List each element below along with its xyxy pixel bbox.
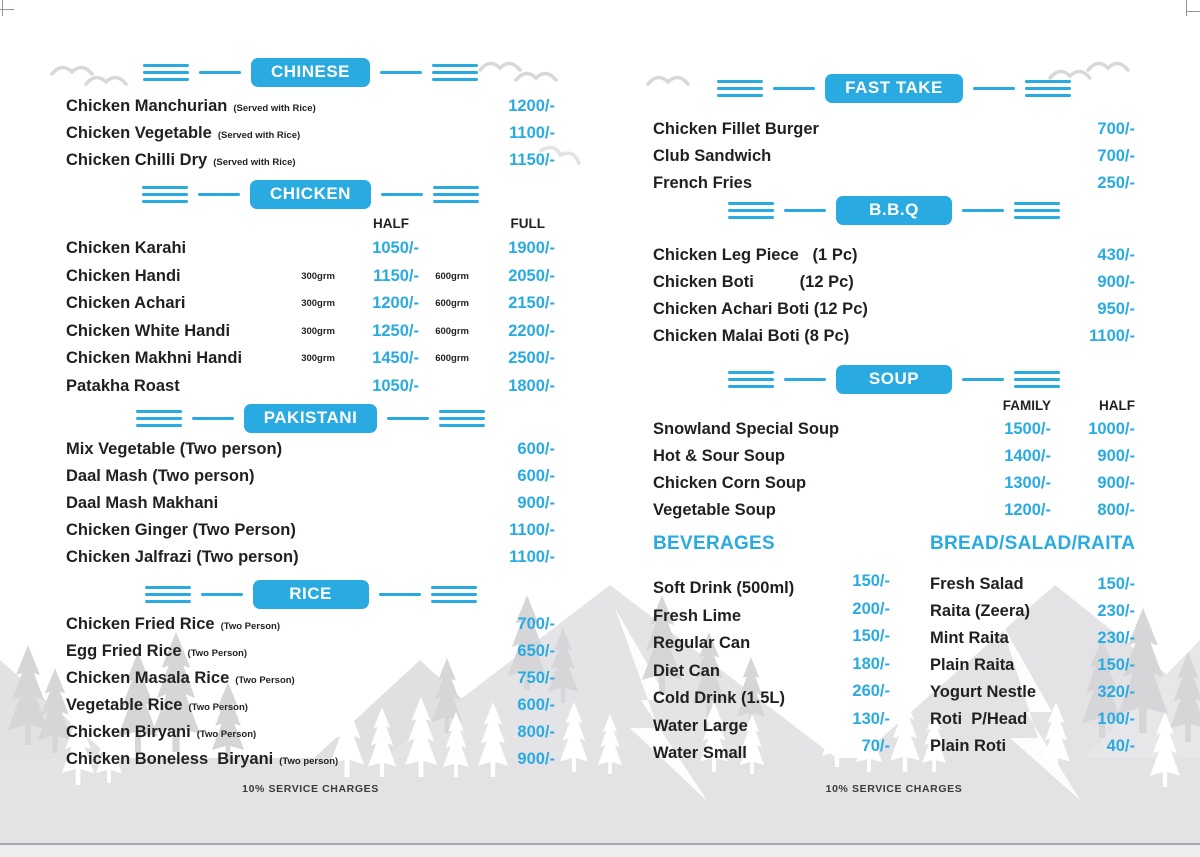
item-name: Chicken Masala Rice (Two Person) [66, 669, 295, 687]
item-name: Plain Raita [930, 656, 1015, 674]
item-name: Yogurt Nestle [930, 683, 1037, 701]
menu-item-row [930, 598, 1135, 625]
menu-item-row [66, 463, 555, 490]
section-chicken [66, 179, 555, 400]
menu-item-row [66, 719, 555, 746]
item-price-family: 1300/- [1004, 474, 1051, 492]
item-name: Hot & Sour Soup [653, 447, 785, 465]
menu-item-row [930, 571, 1135, 598]
section-header-bbq [653, 195, 1135, 225]
item-price: 1100/- [1089, 327, 1135, 345]
menu-item-row [653, 627, 890, 658]
item-price-half: 1000/- [1088, 420, 1135, 438]
menu-item-row [653, 682, 890, 713]
menu-item-row [66, 120, 555, 147]
weight-label: 600grm [435, 353, 469, 365]
item-name: Snowland Special Soup [653, 420, 840, 438]
item-note: (Two Person) [220, 621, 281, 632]
item-name: Chicken Achari Boti (12 Pc) [653, 300, 868, 318]
item-note: (Served with Rice) [217, 130, 301, 141]
menu-item-row [653, 143, 1135, 170]
section-rice [66, 579, 555, 773]
item-name: Chicken Achari [66, 294, 186, 313]
item-price: 900/- [1097, 273, 1135, 291]
price-column-headers [653, 394, 1135, 416]
item-price: 150/- [852, 627, 890, 646]
section-header-rice [66, 579, 555, 609]
item-price-half: 1050/- [372, 376, 419, 395]
speed-lines-icon [728, 202, 774, 219]
item-name: Vegetable Rice (Two Person) [66, 696, 248, 714]
menu-item-row [653, 296, 1135, 323]
item-name: Chicken Jalfrazi (Two person) [66, 548, 299, 566]
speed-lines-icon [439, 410, 485, 427]
item-price-full: 2150/- [508, 294, 555, 313]
speed-lines-icon [145, 586, 191, 603]
service-charges-note-right: 10% SERVICE CHARGES [825, 783, 963, 795]
weight-label: 300grm [301, 325, 335, 337]
item-price: 650/- [517, 642, 555, 660]
item-name: Cold Drink (1.5L) [653, 689, 786, 708]
page-edge-margin [0, 845, 1200, 857]
item-price: 180/- [852, 654, 890, 673]
section-title-beverages: BEVERAGES [653, 533, 776, 554]
speed-lines-icon [717, 80, 763, 97]
item-price-full: 2200/- [508, 321, 555, 340]
menu-item-row [930, 733, 1135, 760]
service-charges-note-left: 10% SERVICE CHARGES [242, 783, 379, 795]
item-name: Vegetable Soup [653, 501, 776, 519]
item-price-half: 1150/- [373, 266, 419, 285]
item-name: Mint Raita [930, 629, 1009, 647]
speed-lines-icon [142, 186, 188, 203]
weight-label: 300grm [301, 353, 335, 365]
item-price: 150/- [1097, 575, 1135, 593]
menu-item-row [653, 737, 890, 768]
menu-item-row [66, 611, 555, 638]
item-price: 800/- [517, 723, 555, 741]
speed-dash-icon [381, 193, 423, 196]
item-name: Club Sandwich [653, 147, 772, 165]
item-price-full: 1900/- [508, 239, 555, 258]
item-name: Chicken Biryani (Two Person) [66, 723, 257, 741]
speed-dash-icon [201, 593, 243, 596]
section-badge: PAKISTANI [244, 404, 378, 433]
speed-dash-icon [199, 71, 241, 74]
item-price: 900/- [517, 750, 555, 768]
item-name: Chicken Vegetable (Served with Rice) [66, 124, 301, 142]
item-price: 150/- [1097, 656, 1135, 674]
menu-item-row [930, 706, 1135, 733]
speed-dash-icon [379, 593, 421, 596]
item-price: 130/- [852, 709, 890, 728]
menu-item-row [66, 373, 555, 401]
item-price: 900/- [517, 494, 555, 512]
item-price-half: 900/- [1097, 447, 1135, 465]
crop-mark [0, 9, 14, 10]
item-price: 230/- [1097, 602, 1135, 620]
item-price-half: 1250/- [372, 321, 419, 340]
speed-lines-icon [432, 64, 478, 81]
item-price: 700/- [1097, 120, 1135, 138]
item-name: Chicken Boneless Biryani (Two person) [66, 750, 339, 768]
speed-dash-icon [387, 417, 429, 420]
crop-mark [1186, 11, 1200, 12]
item-name: Chicken Boti (12 Pc) [653, 273, 854, 291]
item-price-family: 1400/- [1004, 447, 1051, 465]
section-bread-salad-raita [930, 533, 1135, 760]
item-name: Regular Can [653, 634, 751, 653]
item-name: Water Small [653, 744, 747, 763]
item-note: (Two Person) [188, 702, 248, 713]
menu-item-row [66, 436, 555, 463]
column-header-full: FULL [510, 215, 545, 231]
speed-dash-icon [962, 378, 1004, 381]
menu-item-row [66, 490, 555, 517]
menu-item-row [66, 290, 555, 318]
item-price: 600/- [517, 467, 555, 485]
item-price-half: 800/- [1097, 501, 1135, 519]
weight-label: 600grm [435, 325, 469, 337]
item-note: (Two Person) [196, 729, 257, 740]
menu-item-row [653, 323, 1135, 350]
section-beverages [653, 533, 890, 768]
price-column-headers [66, 211, 555, 235]
menu-item-row [66, 93, 555, 120]
item-name: Fresh Lime [653, 606, 742, 625]
speed-dash-icon [784, 378, 826, 381]
menu-item-row [653, 242, 1135, 269]
item-price: 1200/- [508, 97, 555, 115]
item-name: Patakha Roast [66, 376, 180, 395]
item-name: Plain Roti [930, 737, 1007, 755]
menu-item-row [66, 692, 555, 719]
item-price-family: 1200/- [1004, 501, 1051, 519]
item-price: 230/- [1097, 629, 1135, 647]
item-price-half: 1450/- [372, 349, 419, 368]
item-name: Chicken Manchurian (Served with Rice) [66, 97, 316, 115]
speed-dash-icon [784, 209, 826, 212]
item-name: Chicken Chilli Dry (Served with Rice) [66, 151, 296, 169]
column-header-family: FAMILY [1002, 397, 1051, 413]
speed-dash-icon [773, 87, 815, 90]
item-name: Chicken Fillet Burger [653, 120, 819, 138]
menu-item-row [66, 235, 555, 263]
item-price-half: 1050/- [372, 239, 419, 258]
section-badge: CHICKEN [250, 180, 371, 209]
speed-lines-icon [431, 586, 477, 603]
item-note: (Two Person) [187, 648, 247, 659]
speed-lines-icon [728, 371, 774, 388]
section-badge: RICE [253, 580, 369, 609]
menu-item-row [653, 269, 1135, 296]
item-price: 260/- [852, 682, 890, 701]
menu-item-row [653, 709, 890, 741]
section-soup [653, 364, 1135, 524]
section-fast-take [653, 73, 1135, 197]
item-price: 200/- [852, 599, 890, 618]
item-price: 750/- [517, 669, 555, 687]
item-price-full: 2500/- [508, 349, 555, 368]
menu-item-row [653, 654, 890, 686]
item-price: 70/- [861, 737, 890, 756]
item-price-full: 1800/- [508, 376, 555, 395]
item-name: Chicken Fried Rice (Two Person) [66, 615, 281, 633]
menu-item-row [66, 263, 555, 291]
item-price: 1100/- [509, 548, 555, 566]
menu-item-row [653, 416, 1135, 443]
item-price: 1100/- [509, 521, 555, 539]
weight-label: 600grm [435, 298, 469, 310]
crop-mark [2, 0, 3, 16]
item-name: Chicken Handi [66, 266, 181, 285]
item-name: Chicken Makhni Handi [66, 349, 243, 368]
item-price: 950/- [1097, 300, 1135, 318]
item-name: Chicken Malai Boti (8 Pc) [653, 327, 850, 345]
section-badge: B.B.Q [836, 196, 952, 225]
menu-item-row [66, 746, 555, 773]
menu-item-row [66, 147, 555, 174]
menu-item-row [653, 599, 890, 631]
item-price-half: 900/- [1097, 474, 1135, 492]
section-badge: SOUP [836, 365, 952, 394]
menu-item-row [653, 470, 1135, 497]
item-price: 1100/- [509, 124, 555, 142]
menu-item-row [930, 652, 1135, 679]
item-price: 600/- [517, 440, 555, 458]
item-note: (Served with Rice) [213, 157, 296, 168]
item-price: 40/- [1106, 737, 1135, 755]
item-price: 600/- [517, 696, 555, 714]
speed-lines-icon [1014, 371, 1060, 388]
item-price-full: 2050/- [508, 266, 555, 285]
item-name: French Fries [653, 174, 753, 192]
speed-lines-icon [433, 186, 479, 203]
menu-item-row [66, 665, 555, 692]
item-price: 250/- [1097, 174, 1135, 192]
item-name: Daal Mash (Two person) [66, 467, 255, 485]
item-price: 700/- [517, 615, 555, 633]
menu-item-row [653, 443, 1135, 470]
column-header-half: HALF [1099, 397, 1135, 413]
speed-dash-icon [198, 193, 240, 196]
menu-item-row [930, 679, 1135, 706]
section-pakistani [66, 403, 555, 571]
section-bbq [653, 195, 1135, 350]
section-header-chinese [66, 57, 555, 87]
section-badge: CHINESE [251, 58, 370, 87]
section-header-soup [653, 364, 1135, 394]
menu-item-row [66, 544, 555, 571]
menu-item-row [653, 170, 1135, 197]
crop-mark [1186, 0, 1187, 16]
item-name: Roti P/Head [930, 710, 1028, 728]
weight-label: 600grm [435, 270, 469, 282]
section-chinese [66, 57, 555, 174]
speed-dash-icon [192, 417, 234, 420]
menu-item-row [66, 517, 555, 544]
item-note: (Two person) [279, 756, 339, 767]
section-header-pakistani [66, 403, 555, 433]
item-name: Raita (Zeera) [930, 602, 1030, 620]
item-price: 700/- [1097, 147, 1135, 165]
speed-lines-icon [1025, 80, 1071, 97]
item-note: (Two Person) [235, 675, 295, 686]
section-header-chicken [66, 179, 555, 209]
speed-dash-icon [973, 87, 1015, 90]
item-name: Egg Fried Rice (Two Person) [66, 642, 247, 660]
item-name: Soft Drink (500ml) [653, 579, 795, 598]
item-name: Chicken Leg Piece (1 Pc) [653, 246, 858, 264]
weight-label: 300grm [301, 270, 335, 282]
item-name: Water Large [653, 716, 748, 735]
item-name: Chicken Ginger (Two Person) [66, 521, 296, 539]
menu-item-row [930, 625, 1135, 652]
item-price-half: 1200/- [372, 294, 419, 313]
speed-lines-icon [143, 64, 189, 81]
item-name: Daal Mash Makhani [66, 494, 219, 512]
item-name: Fresh Salad [930, 575, 1024, 593]
item-name: Mix Vegetable (Two person) [66, 440, 283, 458]
item-name: Chicken Corn Soup [653, 474, 807, 492]
item-price: 430/- [1097, 246, 1135, 264]
item-name: Chicken White Handi [66, 321, 231, 340]
section-header-fast-take [653, 73, 1135, 103]
speed-lines-icon [136, 410, 182, 427]
item-name: Chicken Karahi [66, 239, 187, 258]
item-note: (Served with Rice) [233, 103, 316, 114]
weight-label: 300grm [301, 298, 335, 310]
column-header-half: HALF [373, 215, 409, 231]
speed-dash-icon [962, 209, 1004, 212]
item-price: 1150/- [509, 151, 555, 169]
menu-item-row [653, 572, 890, 603]
menu-item-row [653, 497, 1135, 524]
item-price: 100/- [1097, 710, 1135, 728]
menu-item-row [66, 318, 555, 346]
speed-lines-icon [1014, 202, 1060, 219]
item-price-family: 1500/- [1004, 420, 1051, 438]
speed-dash-icon [380, 71, 422, 74]
item-price: 320/- [1097, 683, 1135, 701]
item-name: Diet Can [653, 661, 720, 680]
menu-item-row [66, 345, 555, 373]
menu-item-row [653, 116, 1135, 143]
menu-item-row [66, 638, 555, 665]
section-title-bread-salad-raita: BREAD/SALAD/RAITA [930, 533, 1136, 554]
item-price: 150/- [852, 572, 890, 591]
section-badge: FAST TAKE [825, 74, 963, 103]
